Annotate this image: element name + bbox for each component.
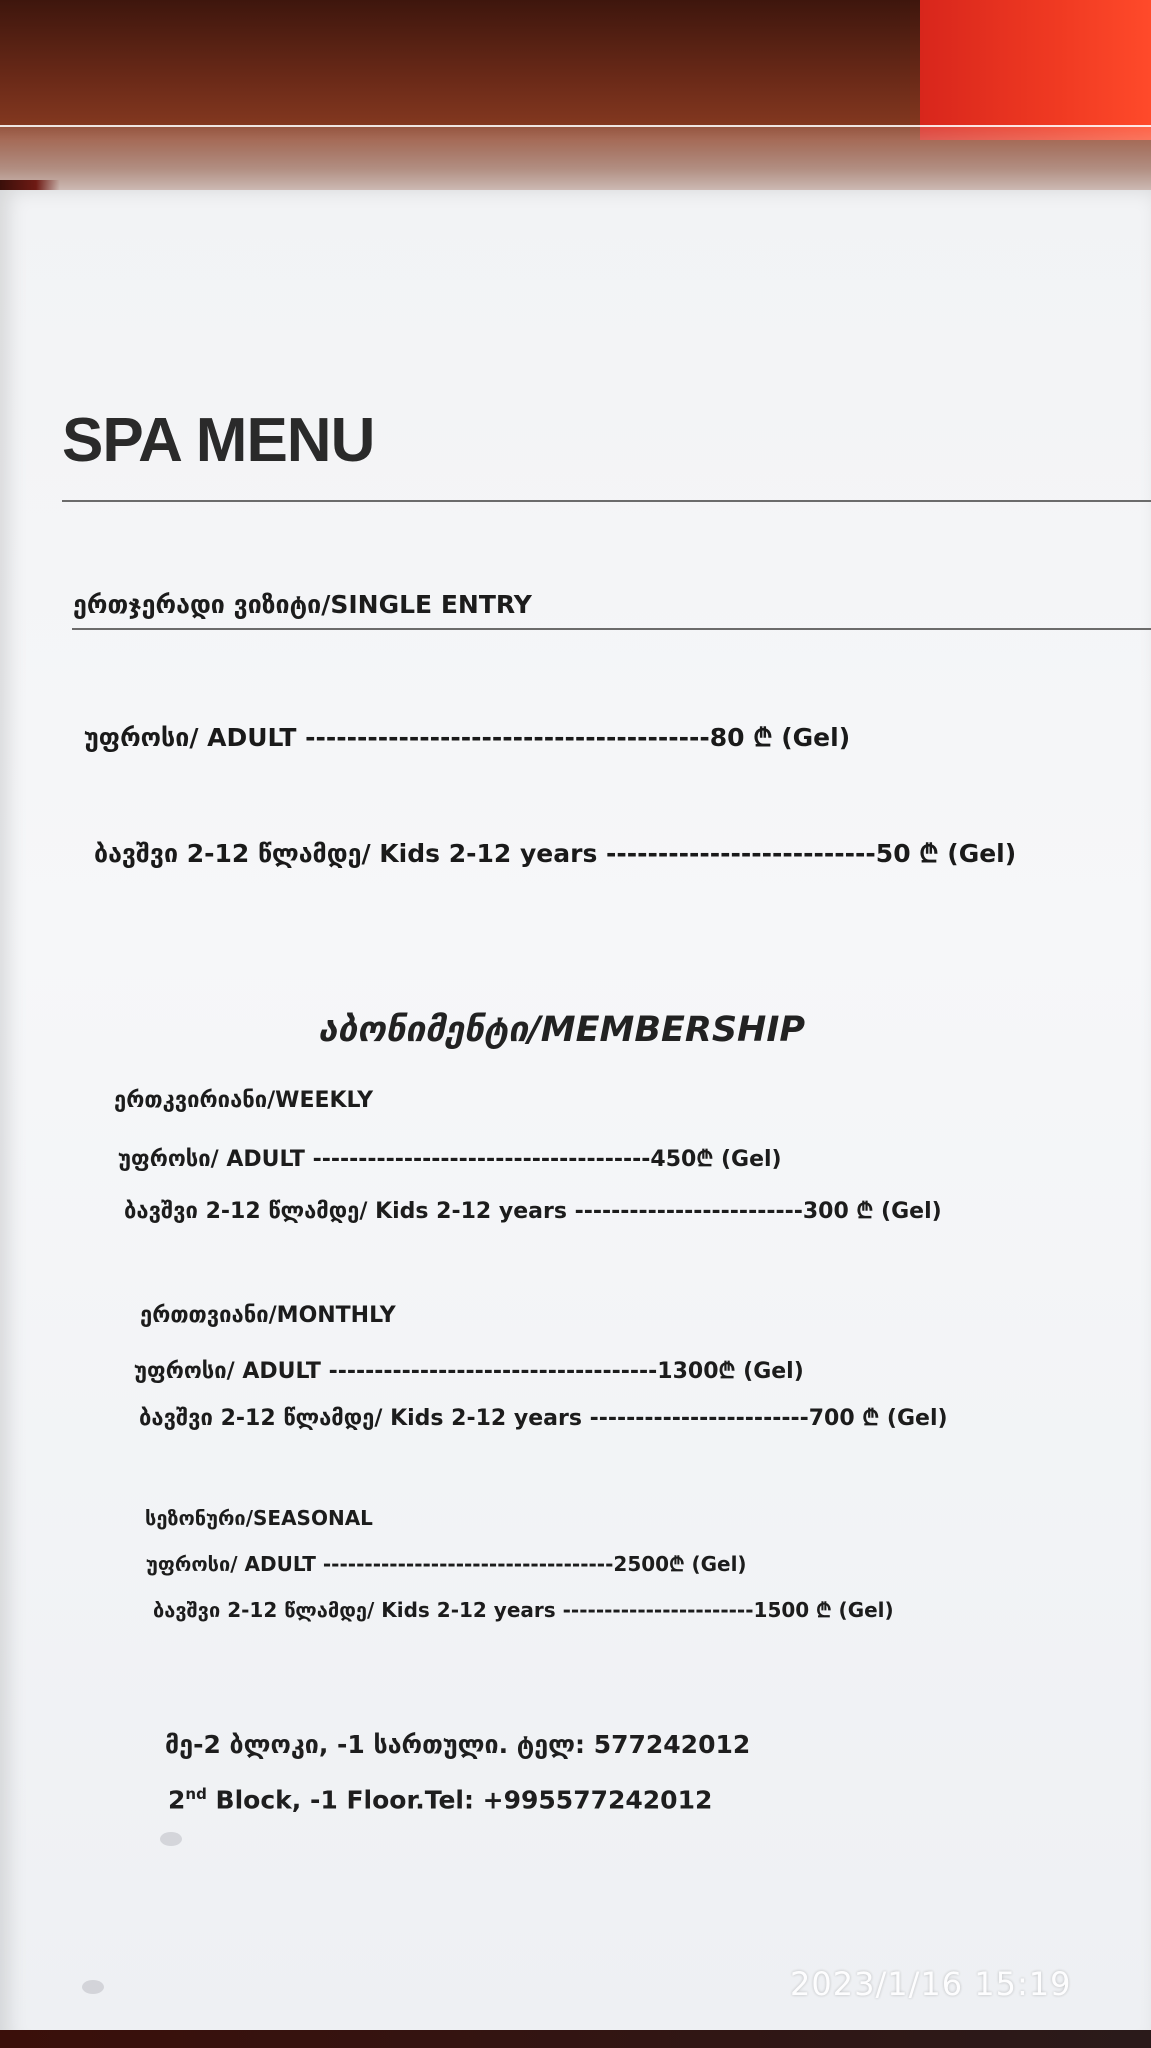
red-object-background (920, 0, 1151, 140)
footer-georgian-address: მე-2 ბლოკი, -1 სართული. ტელ: 577242012 (165, 1730, 751, 1759)
single-entry-divider (72, 628, 1151, 630)
membership-heading: აბონიმენტი/MEMBERSHIP (318, 1010, 806, 1050)
footer-english-address (168, 1785, 712, 1814)
title-divider (62, 500, 1151, 502)
monthly-adult-price: უფროსი/ ADULT ------------------------------------1300₾ (Gel) (134, 1359, 804, 1384)
paper-smudge (160, 1832, 182, 1846)
single-entry-heading: ერთჯერადი ვიზიტი/SINGLE ENTRY (73, 590, 532, 619)
single-entry-adult-price: უფროსი/ ADULT ---------------------------------------80 ₾ (Gel) (84, 723, 851, 752)
monthly-kids-price: ბავშვი 2-12 წლამდე/ Kids 2-12 years ------------------------700 ₾ (Gel) (139, 1406, 948, 1431)
footer-block-number: 2 (168, 1785, 186, 1815)
seasonal-label: სეზონური/SEASONAL (145, 1506, 373, 1530)
seasonal-kids-price: ბავშვი 2-12 წლამდე/ Kids 2-12 years -----------------------1500 ₾ (Gel) (153, 1598, 894, 1622)
menu-title: SPA MENU (62, 406, 375, 475)
paper-smudge (82, 1980, 104, 1994)
photo-timestamp: 2023/1/16 15:19 (790, 1965, 1072, 2003)
weekly-adult-price: უფროსი/ ADULT -------------------------------------450₾ (Gel) (118, 1147, 782, 1172)
weekly-label: ერთკვირიანი/WEEKLY (114, 1088, 374, 1113)
single-entry-kids-price: ბავშვი 2-12 წლამდე/ Kids 2-12 years --------------------------50 ₾ (Gel) (94, 839, 1017, 868)
footer-floor-and-phone: Block, -1 Floor.Tel: +995577242012 (206, 1785, 713, 1815)
footer-ordinal-suffix: nd (185, 1785, 207, 1803)
weekly-kids-price: ბავშვი 2-12 წლამდე/ Kids 2-12 years -------------------------300 ₾ (Gel) (124, 1199, 942, 1224)
acrylic-holder-edge (0, 125, 1151, 197)
seasonal-adult-price: უფროსი/ ADULT -----------------------------------2500₾ (Gel) (146, 1552, 747, 1576)
frame-bottom-edge (0, 2030, 1151, 2048)
monthly-label: ერთთვიანი/MONTHLY (140, 1303, 396, 1328)
